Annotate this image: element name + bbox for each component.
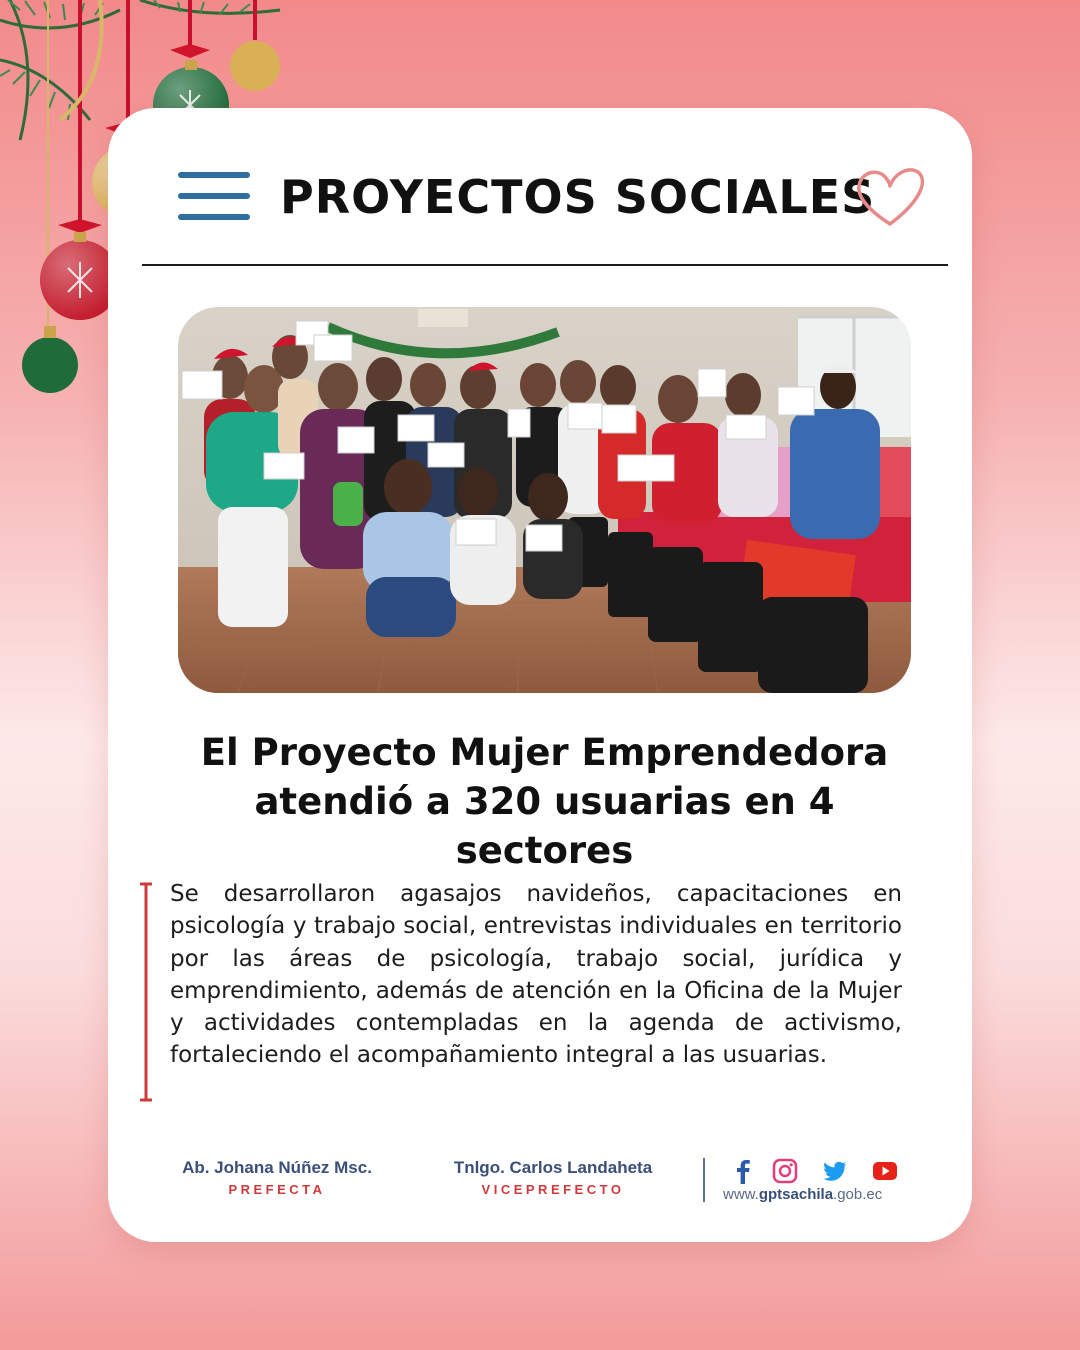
article-headline: El Proyecto Mujer Emprendedora atendió a 320 usuarias en 4 sectores [200,731,889,872]
signature-name: Tnlgo. Carlos Landaheta [453,1158,653,1177]
twitter-icon[interactable] [822,1158,848,1184]
instagram-icon[interactable] [772,1158,798,1184]
url-domain: gptsachila [758,1186,834,1203]
article-body: Se desarrollaron agasajos navideños, capacitaciones en psicología y trabajo social, entrevistas individuales en territorio por las áreas de psicología, trabajo social, jurídica y emprendimiento, además de atención en la Oficina de la Mujer y actividades contempladas en la agenda de activismo, fortaleciendo el acompañamiento integral a las usuarias. [170,881,902,1069]
menu-icon [178,172,250,224]
text-accent-bar [144,884,148,1100]
signature-prefecta [168,1158,386,1197]
social-links [728,1158,918,1184]
heart-icon [852,160,928,236]
signature-role: PREFECTA [228,1182,326,1197]
url-prefix: www. [723,1186,759,1203]
facebook-icon[interactable] [730,1158,756,1184]
signature-role: VICEPREFECTO [481,1182,625,1197]
footer-divider [703,1158,705,1202]
header-divider [142,264,948,266]
url-suffix: .gob.ec [833,1186,883,1203]
page-title: PROYECTOS SOCIALES [280,170,876,224]
signature-viceprefecto [438,1158,668,1197]
website-link[interactable] [723,1186,882,1203]
group-photo [178,307,911,693]
signature-name: Ab. Johana Núñez Msc. [182,1158,372,1177]
youtube-icon[interactable] [872,1158,898,1184]
